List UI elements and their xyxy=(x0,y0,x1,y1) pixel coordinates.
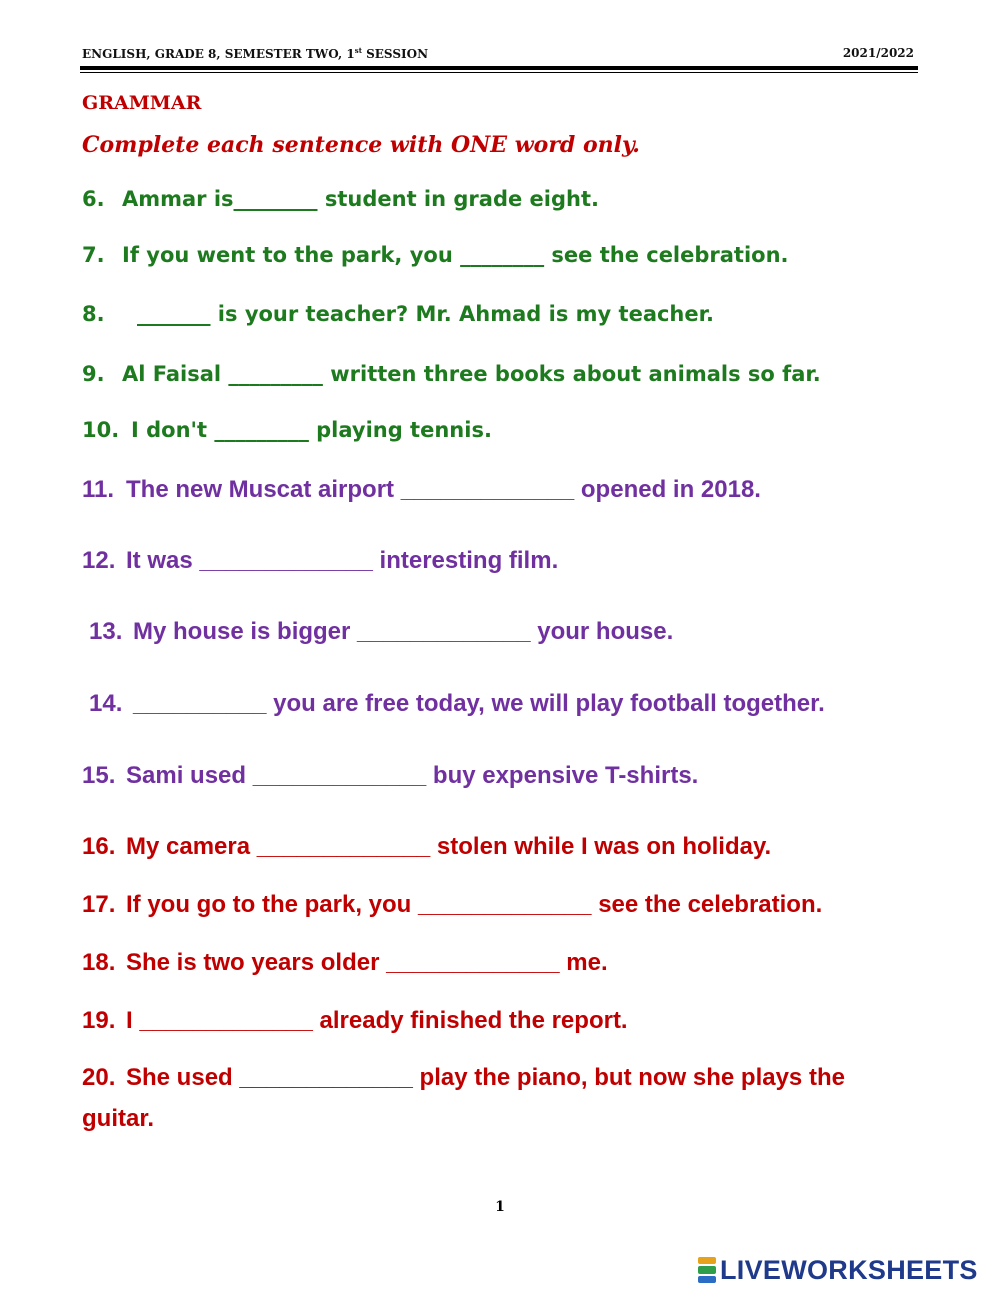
question-20: 20. She used _____________ play the piano, but now she plays the xyxy=(82,1064,845,1091)
header-course-label: ENGLISH, GRADE 8, SEMESTER TWO, 1st SESSION xyxy=(82,46,429,61)
liveworksheets-logo-text: LIVEWORKSHEETS xyxy=(720,1254,978,1285)
question-6: 6. Ammar is________ student in grade eight. xyxy=(82,187,599,211)
section-title: GRAMMAR xyxy=(82,92,202,114)
question-19: 19. I _____________ already finished the report. xyxy=(82,1007,628,1034)
question-8: 8. _______ is your teacher? Mr. Ahmad is my teacher. xyxy=(82,302,714,326)
question-7: 7. If you went to the park, you ________ see the celebration. xyxy=(82,243,789,267)
question-13: 13. My house is bigger _____________ your house. xyxy=(89,618,674,645)
question-10: 10. I don't _________ playing tennis. xyxy=(82,418,492,442)
instruction-text: Complete each sentence with ONE word only. xyxy=(82,132,640,158)
liveworksheets-logo-icon xyxy=(698,1256,716,1284)
header-divider-thick xyxy=(80,66,918,70)
liveworksheets-logo xyxy=(698,1254,978,1286)
question-20-continuation: guitar. xyxy=(82,1105,155,1132)
header-year: 2021/2022 xyxy=(842,46,914,60)
question-16: 16. My camera _____________ stolen while I was on holiday. xyxy=(82,833,772,860)
question-12: 12. It was _____________ interesting film. xyxy=(82,547,559,574)
page-number: 1 xyxy=(495,1199,505,1215)
question-11: 11. The new Muscat airport _____________ opened in 2018. xyxy=(82,476,761,503)
question-14: 14. __________ you are free today, we will play football together. xyxy=(89,690,825,717)
question-17: 17. If you go to the park, you _____________ see the celebration. xyxy=(82,891,823,918)
question-9: 9. Al Faisal _________ written three books about animals so far. xyxy=(82,362,821,386)
question-15: 15. Sami used _____________ buy expensive T-shirts. xyxy=(82,762,699,789)
header-divider-thin xyxy=(80,72,918,73)
question-18: 18. She is two years older _____________ me. xyxy=(82,949,608,976)
